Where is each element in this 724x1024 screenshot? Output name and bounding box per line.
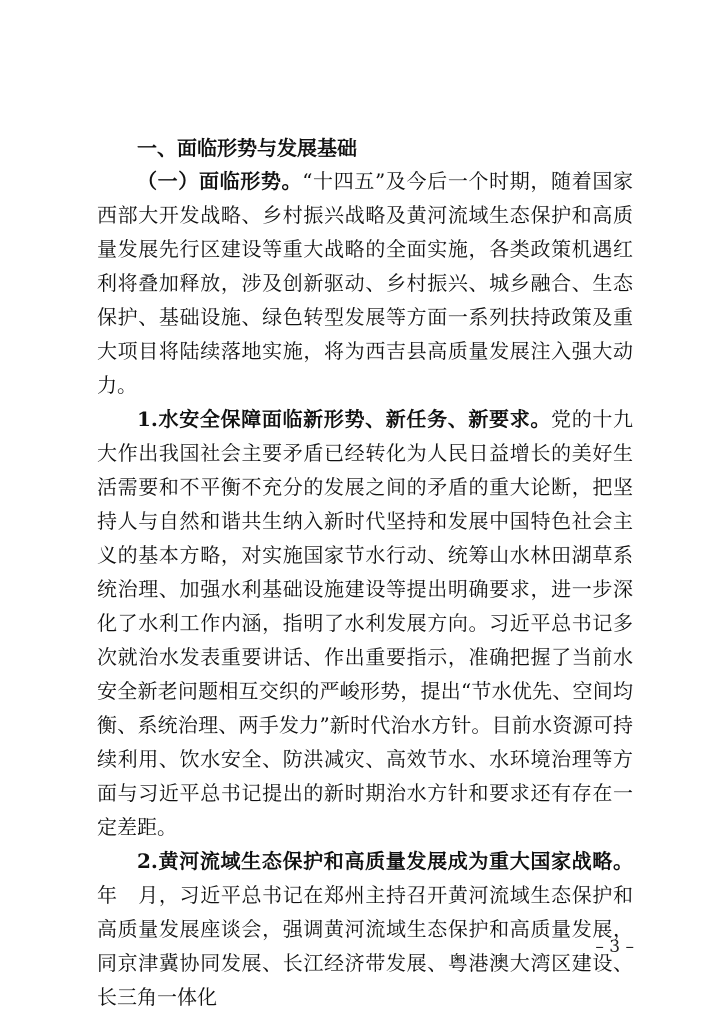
paragraph-situation <box>97 164 633 402</box>
document-body <box>97 134 633 1014</box>
page-number: – 3 – <box>595 937 634 957</box>
paragraph-lead: 1.水安全保障面临新形势、新任务、新要求。 <box>137 407 552 431</box>
paragraph-text: 年 月，习近平总书记在郑州主持召开黄河流域生态保护和高质量发展座谈会，强调黄河流域生态保护和高质量发展，同京津冀协同发展、长江经济带发展、粤港澳大湾区建设、长三角一体化 <box>97 883 633 1009</box>
section-heading: 一、面临形势与发展基础 <box>137 136 357 160</box>
paragraph-lead: 2.黄河流域生态保护和高质量发展成为重大国家战略。 <box>137 849 633 873</box>
paragraph-water-security <box>97 402 633 844</box>
paragraph-yellow-river <box>97 844 633 1014</box>
paragraph-lead: （一）面临形势。 <box>137 169 303 193</box>
paragraph-text: 党的十九大作出我国社会主要矛盾已经转化为人民日益增长的美好生活需要和不平衡不充分的发展之间的矛盾的重大论断，把坚持人与自然和谐共生纳入新时代坚持和发展中国特色社会主义的基本方略，对实施国家节水行动、统筹山水林田湖草系统治理、加强水利基础设施建设等提出明确要求，进一步深化了水利工作内涵，指明了水利发展方向。习近平总书记多次就治水发表重要讲话、作出重要指示，准确把握了当前水安全新老问题相互交织的严峻形势，提出“节水优先、空间均衡、系统治理、两手发力”新时代治水方针。目前水资源可持续利用、饮水安全、防洪减灾、高效节水、水环境治理等方面与习近平总书记提出的新时期治水方针和要求还有存在一定差距。 <box>97 407 634 839</box>
paragraph-text: “十四五”及今后一个时期，随着国家西部大开发战略、乡村振兴战略及黄河流域生态保护和高质量发展先行区建设等重大战略的全面实施，各类政策机遇红利将叠加释放，涉及创新驱动、乡村振兴、城乡融合、生态保护、基础设施、绿色转型发展等方面一系列扶持政策及重大项目将陆续落地实施，将为西吉县高质量发展注入强大动力。 <box>97 169 634 397</box>
